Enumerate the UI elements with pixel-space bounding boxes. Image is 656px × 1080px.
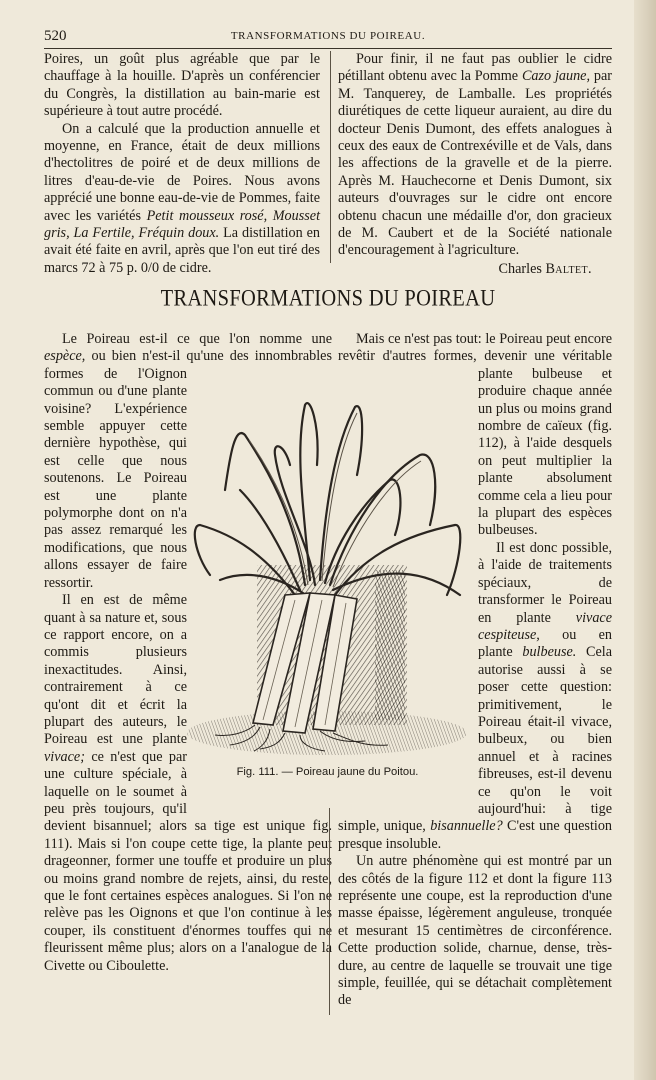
leek-engraving-image bbox=[185, 395, 470, 765]
page-number: 520 bbox=[44, 28, 67, 44]
paragraph: Poires, un goût plus agréable que par le chauffage à la houille. D'après un conférencier du Congrès, la distillation au bain-marie est supérieure à tout autre procédé. bbox=[44, 51, 320, 120]
column-divider bbox=[330, 51, 331, 263]
paragraph: Mais ce n'est pas tout: le Poireau peut encore revêtir d'autres formes, devenir une véritable plante bulbeuse et produire chaque année un plus ou moins grand nombre de caïeux (fig. 112), à l'aide desquels on peut multiplier la plante absolument comme cela a lieu pour la plupart des espèces bulbeuses. bbox=[338, 331, 612, 539]
paragraph: Le Poireau est-il ce que l'on nomme une espèce, ou bien n'est-il qu'une des innombrables formes de l'Oignon commun ou d'une plante voisine? L'expérience semble appuyer cette dernière hypothèse, qui est celle que nous soutenons. Le Poireau est une plante polymorphe dont on n'a pas assez remarqué les modifications, que nous allons essayer de faire ressortir. bbox=[44, 331, 333, 591]
running-head: TRANSFORMATIONS DU POIREAU. bbox=[230, 30, 426, 42]
header-rule bbox=[44, 48, 612, 49]
article-title: TRANSFORMATIONS DU POIREAU bbox=[160, 286, 496, 312]
leek-illustration bbox=[185, 395, 470, 765]
top-right-column bbox=[338, 51, 612, 278]
paragraph: Un autre phénomène qui est montré par un des côtés de la figure 112 et dont la figure 113 représente une coupe, est la reproduction d'une masse épaisse, légèrement anguleuse, tronquée et mesurant 15 centimètres de circonférence. Cette production solide, charnue, dense, très-dure, au centre de laquelle se trouvait une tige simple, feuillée, qui se détachait complètement de bbox=[338, 853, 612, 1009]
top-left-column bbox=[44, 51, 320, 277]
author-signature: Charles Baltet. bbox=[498, 260, 592, 277]
page-header bbox=[44, 28, 612, 46]
paragraph: Pour finir, il ne faut pas oublier le cidre pétillant obtenu avec la Pomme Cazo jaune, par M. Tanquerey, de Lamballe. Les propriétés diurétiques de cette liqueur auraient, au dire du docteur Denis Dumont, des effets analogues à ceux des eaux de Contrexéville et de Vals, dans les affections de la gravelle et de la pierre. Après M. Hauchecorne et Denis Dumont, six auteurs d'ouvrages sur le cidre ont encore obtenu chacun une médaille d'or, don gracieux de M. Caubert et de la Société nationale d'encouragement à l'agriculture. bbox=[338, 51, 613, 259]
paragraph: Il en est de même quant à sa nature et, sous ce rapport encore, on a commis plusieurs inexactitudes. Ainsi, contrairement à ce qu'ont dit et écrit la plupart des auteurs, le Poireau est une plante vivace; ce n'est que par une culture spéciale, à laquelle on le soumet à peu près toujours, qu'il devient bisannuel; alors sa tige est unique fig. 111). Mais si l'on coupe cette tige, la plante peut drageonner, former une touffe et produire un plus ou moins grand nombre de rejets, ainsi, du reste, que le font certaines espèces analogues. Si l'on ne relève pas les Oignons et que l'on continue à les couper, ils constituent d'énormes touffes qui ne fleurissent même plus; alors on a l'analogue de la Civette ou Ciboulette. bbox=[44, 592, 332, 974]
column-divider bbox=[329, 808, 330, 1015]
figure-caption: Fig. 111. — Poireau jaune du Poitou. bbox=[236, 766, 419, 778]
paragraph: Il est donc possible, à l'aide de traitements spéciaux, de transformer le Poireau en plante vivace cespiteuse, ou en plante bulbeuse. Cela autorise aussi à se poser cette question: primitivement, le Poireau était-il vivace, bulbeux, ou bien annuel et à racines fibreuses, est-il devenu ce qu'on le voit aujourd'hui: à tige simple, unique, bisannuelle? C'est une question presque insoluble. bbox=[338, 539, 613, 852]
page-gutter-shadow bbox=[634, 0, 656, 1080]
paragraph: On a calculé que la production annuelle et moyenne, en France, était de deux millions d'hectolitres de poiré et de deux millions de litres d'eau-de-vie de Poires. Nous avons apprécié une bonne eau-de-vie de Pommes, faite avec les variétés Petit mousseux rosé, Mousset gris, La Fertile, Fréquin doux. La distillation en avait été faite en avril, après que l'on eut tiré des marcs 72 à 75 p. 0/0 de cidre. bbox=[44, 120, 321, 276]
